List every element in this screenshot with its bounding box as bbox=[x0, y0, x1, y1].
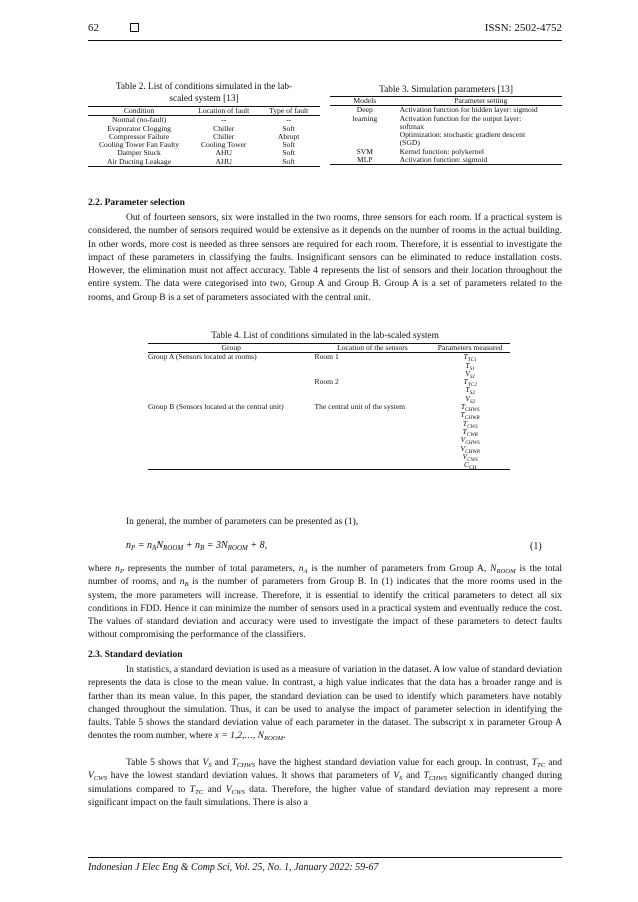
var: n bbox=[179, 577, 185, 588]
parameter-cell bbox=[430, 435, 510, 447]
var-np bbox=[115, 564, 124, 574]
var-sub: B bbox=[184, 581, 189, 589]
table-2-grid bbox=[88, 106, 320, 167]
parameter-symbol: V bbox=[462, 451, 468, 461]
table-row bbox=[148, 403, 510, 411]
table-cell bbox=[148, 461, 315, 470]
header-rule bbox=[88, 40, 562, 41]
table-cell: Air Ducting Leakage bbox=[88, 158, 190, 167]
table-cell bbox=[148, 362, 315, 370]
page-header bbox=[88, 22, 562, 36]
table-row bbox=[148, 461, 510, 470]
table-cell bbox=[315, 386, 431, 394]
paragraph-after-equation bbox=[88, 563, 562, 643]
text-run: is the number of parameters from Group B. In (1) indicates that the more rooms bbox=[188, 577, 515, 588]
table-cell: Evaporator Clogging bbox=[107, 123, 171, 133]
table-cell: Normal (no-fault) bbox=[111, 115, 167, 125]
parameter-symbol: V bbox=[465, 393, 470, 403]
table-cell: Abrupt bbox=[277, 131, 300, 141]
table-cell: (SGD) bbox=[399, 138, 420, 148]
table-2-caption bbox=[88, 81, 320, 105]
parameter-cell bbox=[430, 370, 510, 378]
parameter-subscript: CWS bbox=[466, 423, 478, 430]
table-cell bbox=[315, 453, 431, 461]
table-cell bbox=[315, 436, 431, 444]
var-x-range bbox=[215, 731, 283, 741]
parameter-subscript: CHWR bbox=[464, 415, 480, 422]
parameter-symbol: C bbox=[463, 460, 470, 470]
table-cell bbox=[148, 453, 315, 461]
section-heading-2-3: 2.3. Standard deviation bbox=[88, 650, 183, 660]
table-cell: Activation function: sigmoid bbox=[400, 156, 562, 165]
table-cell bbox=[148, 420, 315, 428]
table-row bbox=[148, 420, 510, 428]
parameter-subscript: S2 bbox=[469, 398, 476, 405]
table-cell: Kernel function: polykernel bbox=[399, 146, 484, 156]
var: n bbox=[298, 564, 304, 574]
table-cell: softmax bbox=[399, 121, 425, 131]
parameter-symbol: T bbox=[465, 360, 470, 370]
table-cell: Cooling Tower Fan Faulty bbox=[98, 140, 180, 150]
parameter-subscript: CHWS bbox=[465, 407, 480, 414]
table-cell bbox=[330, 131, 400, 139]
text-run: used in the system, the more parameters will increase. Therefore, it is essential to identify the critical parameters to detect all six conditions in FDD. Hence it can minimize the number of sensors used in a practical system and eventually reduce the cost. The values of standard deviation and accuracy were used to investigate the impact of these parameters to detect faults without compromising the performance of the classifiers. bbox=[88, 577, 562, 641]
table-2 bbox=[88, 81, 320, 167]
table-4-grid bbox=[148, 343, 510, 470]
parameter-cell bbox=[430, 395, 510, 403]
parameter-subscript: S2 bbox=[469, 390, 475, 397]
parameter-subscript: CHWS bbox=[465, 440, 480, 447]
table-cell: Optimization: stochastic gradient descent bbox=[399, 130, 526, 140]
parameter-cell bbox=[430, 362, 510, 370]
table-3-grid bbox=[330, 96, 562, 165]
parameter-cell bbox=[430, 445, 510, 453]
parameter-cell bbox=[430, 353, 510, 362]
table-row bbox=[88, 158, 320, 167]
table-cell bbox=[148, 378, 315, 386]
var: n bbox=[115, 564, 120, 574]
table-row bbox=[330, 131, 562, 139]
text-run: where bbox=[88, 564, 116, 574]
parameter-symbol: V bbox=[460, 435, 466, 445]
var-sub: P bbox=[119, 568, 124, 575]
table-row bbox=[330, 115, 562, 123]
table-3 bbox=[330, 84, 562, 165]
table-row bbox=[148, 428, 510, 436]
table-cell: Chiller bbox=[213, 123, 235, 133]
section-heading-2-2: 2.2. Parameter selection bbox=[88, 198, 185, 208]
table-row bbox=[148, 453, 510, 461]
paragraph-2-rendered: Table 5 shows that $V_S$ and $T_{CHWS}$ have the highest standard deviation value for each group. In contrast, $T_{TC}$ and $V_{CWS}$ have the lowest standard deviation values. It shows that parameters of $V_S$ and $T_{CHWS}$ significantly changed during simulations compared to $T_{TC}$ and $V_{CWS}$ data. Therefore, the higher value of standard deviation may represent a more significant impact on the fault simulations. There is also a bbox=[88, 758, 563, 808]
table-cell: AHU bbox=[190, 158, 257, 167]
table-cell: The central unit of the system bbox=[314, 402, 405, 412]
col-header: Models bbox=[330, 97, 400, 106]
table-cell: Group B (Sensors located at the central unit) bbox=[148, 402, 284, 412]
issn-label: ISSN: 2502-4752 bbox=[484, 22, 562, 34]
table-cell: -- bbox=[221, 115, 227, 125]
equation-1 bbox=[126, 540, 267, 551]
table-cell: -- bbox=[286, 115, 292, 125]
table-cell: MLP bbox=[330, 156, 400, 165]
parameter-cell bbox=[430, 420, 510, 428]
parameter-symbol: V bbox=[460, 443, 465, 453]
col-header: Type of fault bbox=[257, 107, 320, 116]
page-number: 62 bbox=[88, 22, 99, 34]
table-cell bbox=[315, 362, 431, 370]
parameter-symbol: T bbox=[462, 426, 467, 436]
var-na bbox=[299, 564, 308, 574]
table-cell bbox=[148, 386, 315, 394]
table-cell: Activation function for hidden layer: sigmoid bbox=[399, 105, 538, 115]
table-cell bbox=[148, 445, 315, 453]
table-cell bbox=[315, 428, 431, 436]
table-row bbox=[148, 362, 510, 370]
col-header: Location of fault bbox=[190, 107, 257, 116]
parameter-symbol: T bbox=[462, 418, 467, 428]
table-row bbox=[148, 411, 510, 419]
col-header: Location of the sensors bbox=[315, 344, 431, 353]
parameter-symbol: T bbox=[465, 385, 470, 395]
equation-intro: In general, the number of parameters can be presented as (1), bbox=[126, 517, 359, 527]
col-header: Parameters measured bbox=[430, 344, 510, 353]
table-cell: learning bbox=[352, 113, 378, 123]
text-run: In statistics, a standard deviation is used as a measure of variation in the dataset. A low value of standard deviation represents the data is close to the mean value. In contrast, a high value indicates that the data has a broader range and is farther than its mean value. In this paper, the standard deviation can be used to identify which parameters have notably changed throughout the simulation. Thus, it can be used to analyse the impact of parameter selection in identifying the faults. Table 5 shows the standard deviation value of each parameter in the dataset. The subscript x in parameter Group A denotes the room number, where bbox=[88, 665, 562, 742]
text-run: represents the number of total parameters, bbox=[123, 564, 299, 574]
var: x = 1,2,…, N bbox=[214, 731, 264, 742]
parameter-subscript: CWS bbox=[467, 456, 478, 463]
table-cell: Soft bbox=[282, 123, 295, 133]
var-sub: ROOM bbox=[263, 735, 284, 743]
parameter-symbol: V bbox=[465, 368, 470, 378]
table-row bbox=[148, 378, 510, 386]
table-cell: Deep bbox=[356, 105, 373, 115]
parameter-subscript: TC2 bbox=[467, 382, 477, 389]
parameter-subscript: CWR bbox=[466, 431, 478, 438]
table-row bbox=[148, 386, 510, 394]
col-header: Parameter setting bbox=[400, 97, 562, 106]
footer-rule bbox=[88, 857, 562, 858]
table-cell: Compressor Failure bbox=[108, 131, 170, 141]
table-4-body bbox=[148, 353, 510, 470]
table-cell bbox=[315, 461, 431, 470]
table-cell: Soft bbox=[282, 148, 295, 158]
table-cell bbox=[315, 445, 431, 453]
table-cell: Group A (Sensors located at rooms) bbox=[148, 352, 257, 362]
var-nroom bbox=[490, 564, 516, 574]
table-4-caption: Table 4. List of conditions simulated in the lab-scaled system bbox=[211, 331, 439, 341]
table-cell: AHU bbox=[215, 148, 232, 158]
table-cell bbox=[148, 436, 315, 444]
table-row bbox=[148, 445, 510, 453]
table-row bbox=[330, 156, 562, 165]
var: N bbox=[490, 564, 497, 574]
table-cell: Damper Stuck bbox=[117, 148, 161, 158]
parameter-symbol: T bbox=[463, 377, 468, 387]
table-cell: Soft bbox=[282, 140, 295, 150]
text-run: total number of rooms, and bbox=[88, 564, 562, 588]
table-3-caption: Table 3. Simulation parameters [13] bbox=[379, 85, 513, 95]
table-cell bbox=[148, 411, 315, 419]
table-cell: Chiller bbox=[213, 131, 235, 141]
text-run: is the number of parameters from Group A, bbox=[307, 564, 491, 574]
table-row bbox=[148, 353, 510, 362]
parameter-cell bbox=[430, 428, 510, 436]
var-nb bbox=[180, 577, 189, 587]
parameter-cell bbox=[430, 453, 510, 461]
caption-line: Table 2. List of conditions simulated in the lab- bbox=[115, 82, 293, 92]
table-cell bbox=[148, 370, 315, 378]
parameter-subscript: CHWR bbox=[464, 448, 481, 455]
parameter-subscript: S1 bbox=[469, 365, 475, 372]
parameter-symbol: T bbox=[460, 410, 465, 420]
parameter-cell bbox=[430, 402, 510, 414]
table-cell: SVM bbox=[356, 146, 374, 156]
col-header: Condition bbox=[88, 107, 190, 116]
var-sub: A bbox=[303, 568, 308, 575]
parameter-subscript: TC1 bbox=[467, 357, 477, 364]
square-icon bbox=[130, 23, 139, 32]
parameter-subscript: S1 bbox=[469, 373, 476, 380]
parameter-cell bbox=[430, 461, 510, 470]
parameter-symbol: T bbox=[460, 402, 466, 412]
table-cell: Activation function for the output layer: bbox=[399, 113, 522, 123]
parameter-symbol: T bbox=[463, 352, 468, 362]
table-cell bbox=[148, 428, 315, 436]
section-2-3-paragraph-1: In statistics, a standard deviation is used as a measure of variation in the dataset. A low value of standard deviation represents the data is close to the mean value. In contrast, a high value indicates that the data has a broader range and is farther than its mean value. In this paper, the standard deviation can be used to identify which parameters have notably changed throughout the simulation. Thus, it can be used to analyse the impact of parameter selection in identifying the faults. Table 5 shows the standard deviation value of each parameter in the dataset. The subscript x in parameter Group A denotes the room number, where x = 1,2,…, $N_{ROOM}$. bbox=[88, 665, 562, 743]
caption-line: scaled system [13] bbox=[169, 94, 239, 104]
table-cell bbox=[330, 123, 400, 131]
table-cell bbox=[315, 420, 431, 428]
table-cell: Room 2 bbox=[314, 377, 339, 387]
table-cell: Room 1 bbox=[314, 352, 339, 362]
equation-body: $n_P = n_AN_{ROOM} + n_B = 3N_{ROOM} + 8$, bbox=[126, 540, 268, 552]
parameter-subscript: CH bbox=[469, 465, 477, 472]
col-header: Group bbox=[148, 344, 315, 353]
section-2-3-paragraph-2 bbox=[88, 757, 562, 810]
table-cell: Cooling Tower bbox=[200, 140, 247, 150]
section-2-2-paragraph: Out of fourteen sensors, six were installed in the two rooms, three sensors for each room. If a practical system is considered, the number of sensors required would be extensive as it depends on the number of rooms in the actual building. In other words, more cost is needed as three sensors are required for each room. Therefore, it is essential to investigate the impact of these parameters in classifying the faults. Insignificant sensors can be eliminated to reduce installation costs. However, the elimination must not affect accuracy. Table 4 represents the list of sensors and their location throughout the entire system. The data were categorised into two, Group A and Group B. Group A is a set of parameters related to the rooms, and Group B is a set of parameters associated with the central unit. bbox=[88, 213, 562, 303]
var-sub: ROOM bbox=[496, 568, 516, 575]
table-cell: Soft bbox=[257, 158, 320, 167]
equation-number: (1) bbox=[530, 541, 542, 552]
footer-text: Indonesian J Elec Eng & Comp Sci, Vol. 25, No. 1, January 2022: 59-67 bbox=[88, 862, 379, 873]
table-cell bbox=[315, 411, 431, 419]
parameter-cell bbox=[430, 377, 510, 389]
text-run: is the bbox=[515, 564, 542, 574]
table-row bbox=[148, 436, 510, 444]
